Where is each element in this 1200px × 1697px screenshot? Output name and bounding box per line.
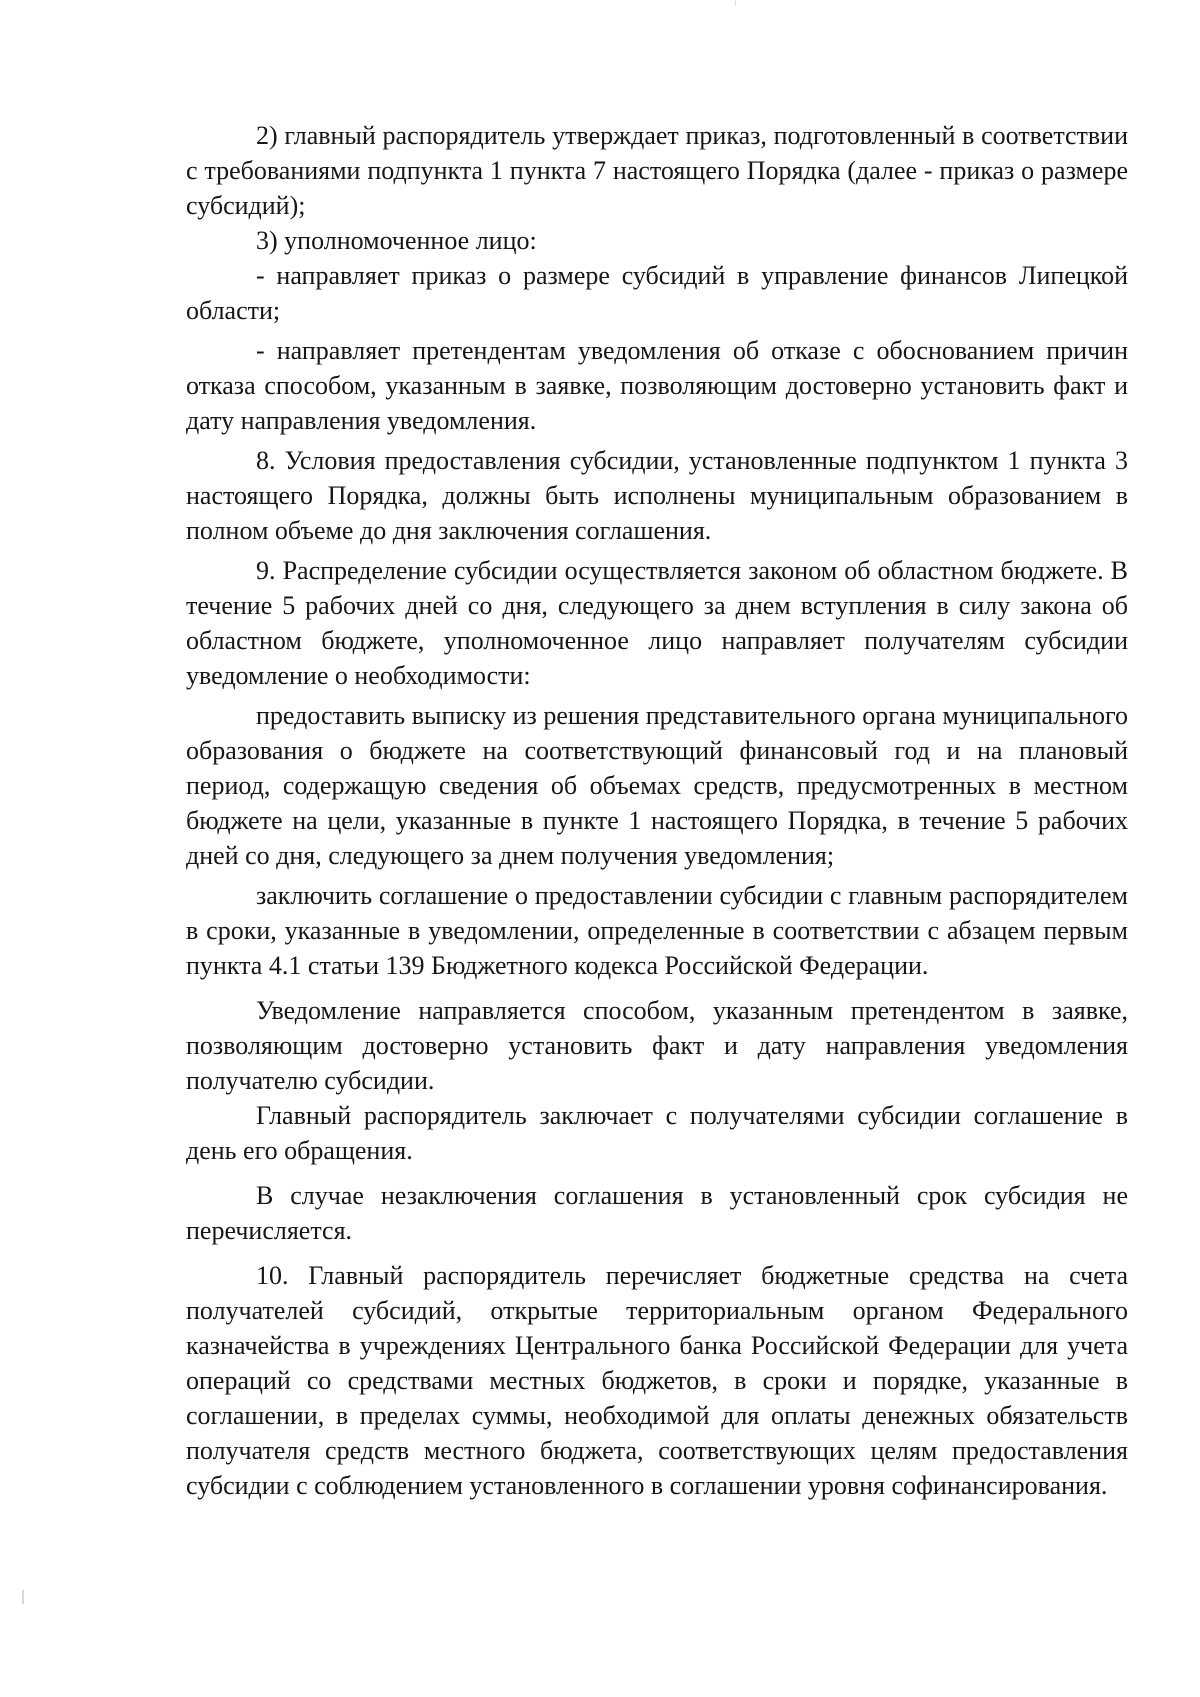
paragraph-send-order-finance: - направляет приказ о размере субсидий в управление финансов Липецкой области;: [186, 261, 1128, 325]
paragraph-item-8: 8. Условия предоставления субсидии, установленные подпунктом 1 пункта 3 настоящего Порядка, должны быть исполнены муниципальным образованием в полном объеме до дня заключения соглашения.: [186, 446, 1128, 545]
scan-artifact-top: [735, 0, 736, 6]
scan-artifact-margin: [22, 1590, 24, 1604]
paragraph-item-10: 10. Главный распорядитель перечисляет бюджетные средства на счета получателей субсидий, открытые территориальным органом Федерального казначейства в учреждениях Центрального банка Российской Федерации для учета операций со средствами местных бюджетов, в сроки и порядке, указанные в соглашении, в пределах суммы, необходимой для оплаты денежных обязательств получателя средств местного бюджета, соответствующих целям предоставления субсидии с соблюдением установленного в соглашении уровня софинансирования.: [186, 1261, 1128, 1500]
document-body: [186, 118, 1128, 1503]
paragraph-send-refusal: - направляет претендентам уведомления об отказе с обоснованием причин отказа способом, указанным в заявке, позволяющим достоверно установить факт и дату направления уведомления.: [186, 336, 1128, 435]
paragraph-authorized-person: 3) уполномоченное лицо:: [256, 226, 537, 255]
paragraph-item-9: 9. Распределение субсидии осуществляется законом об областном бюджете. В течение 5 рабочих дней со дня, следующего за днем вступления в силу закона об областном бюджете, уполномоченное лицо направляет получателям субсидии уведомление о необходимости:: [186, 556, 1128, 690]
paragraph-distributor-concludes: Главный распорядитель заключает с получателями субсидии соглашение в день его обращения.: [186, 1101, 1128, 1165]
paragraph-main-distributor-order: 2) главный распорядитель утверждает приказ, подготовленный в соответствии с требованиями подпункта 1 пункта 7 настоящего Порядка (далее - приказ о размере субсидий);: [186, 121, 1128, 220]
paragraph-provide-extract: предоставить выписку из решения представительного органа муниципального образования о бюджете на соответствующий финансовый год и на плановый период, содержащую сведения об объемах средств, предусмотренных в местном бюджете на цели, указанные в пункте 1 настоящего Порядка, в течение 5 рабочих дней со дня, следующего за днем получения уведомления;: [186, 701, 1128, 870]
paragraph-non-conclusion: В случае незаключения соглашения в установленный срок субсидия не перечисляется.: [186, 1181, 1128, 1245]
paragraph-notification: Уведомление направляется способом, указанным претендентом в заявке, позволяющим достоверно установить факт и дату направления уведомления получателю субсидии.: [186, 996, 1128, 1095]
paragraph-conclude-agreement: заключить соглашение о предоставлении субсидии с главным распорядителем в сроки, указанные в уведомлении, определенные в соответствии с абзацем первым пункта 4.1 статьи 139 Бюджетного кодекса Российской Федерации.: [186, 881, 1128, 980]
